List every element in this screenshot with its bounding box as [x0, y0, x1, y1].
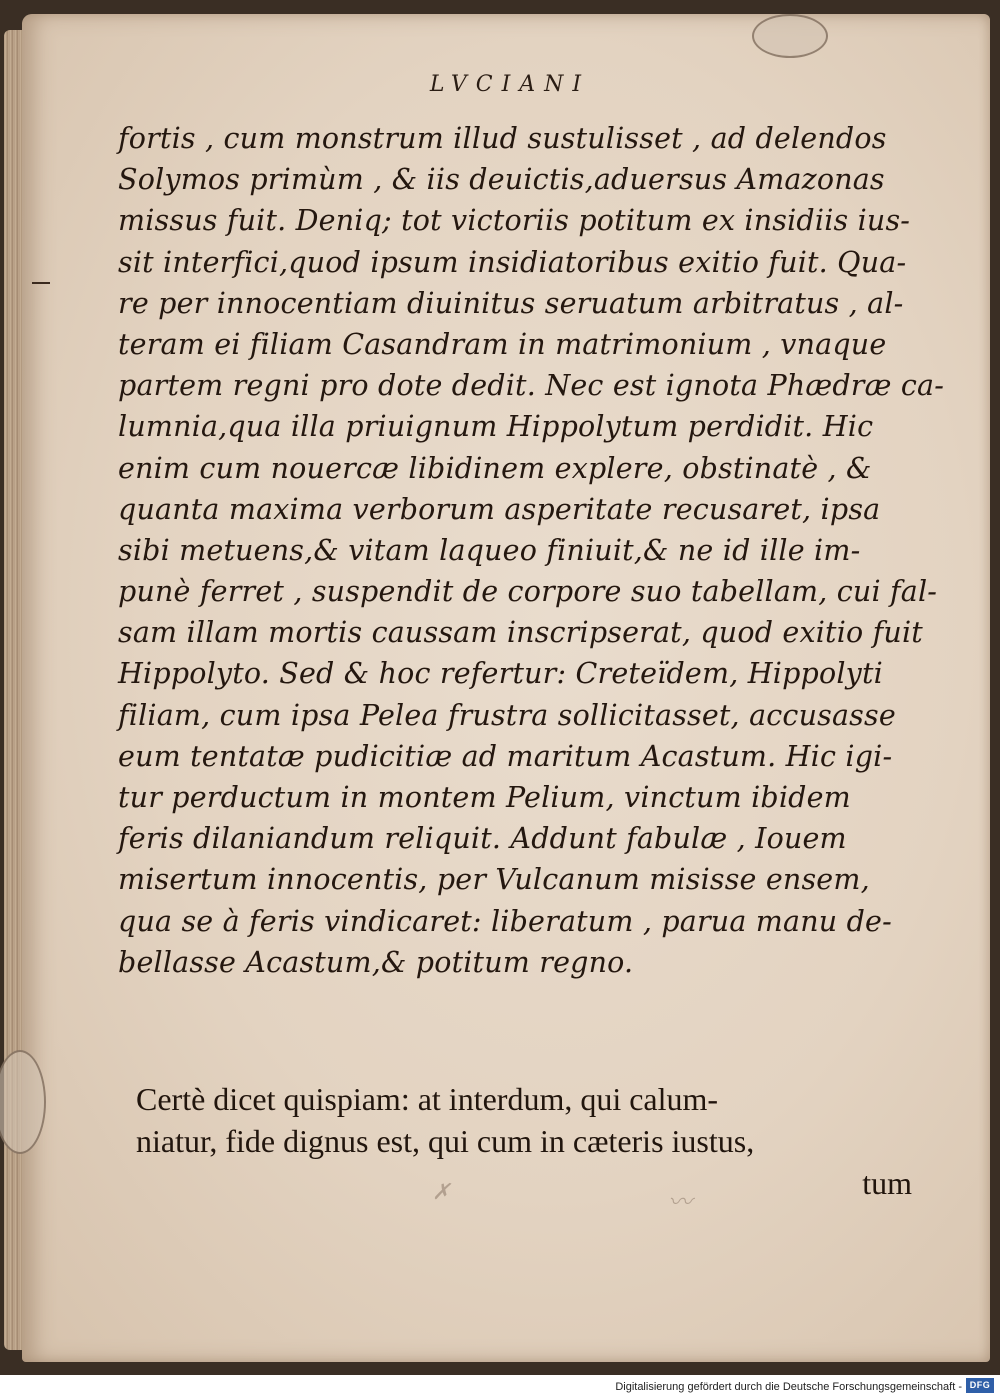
text-line: filiam, cum ipsa Pelea frustra sollicitasset, accusasse — [118, 698, 896, 732]
text-line: missus fuit. Deniq; tot victoriis potitum ex insidiis ius- — [118, 204, 911, 238]
text-line: Hippolyto. Sed & hoc refertur: Creteïdem, Hippolyti — [118, 657, 883, 691]
paper-stain-ring-top — [752, 14, 828, 58]
faint-pencil-mark: ✗ — [432, 1180, 451, 1205]
text-line: Certè dicet quispiam: at interdum, qui calum- — [136, 1081, 719, 1117]
text-line: punè ferret , suspendit de corpore suo tabellam, cui fal- — [118, 575, 938, 609]
text-line: Solymos primùm , & iis deuictis,aduersus Amazonas — [118, 163, 885, 197]
running-title: LVCIANI — [429, 72, 591, 97]
roman-text-block — [136, 1078, 916, 1204]
text-line: qua se à feris vindicaret: liberatum , parua manu de- — [118, 904, 892, 938]
text-line: sibi metuens,& vitam laqueo finiuit,& ne id ille im- — [118, 533, 861, 567]
text-line: sit interfici,quod ipsum insidiatoribus exitio fuit. Qua- — [118, 245, 907, 279]
text-line: re per innocentiam diuinitus seruatum arbitratus , al- — [118, 286, 904, 320]
text-line: feris dilaniandum reliquit. Addunt fabulæ , Iouem — [118, 822, 847, 856]
text-line: fortis , cum monstrum illud sustulisset , ad delendos — [118, 122, 887, 155]
catchword: tum — [862, 1165, 912, 1201]
italic-text-block — [118, 118, 945, 983]
text-line: partem regni pro dote dedit. Nec est ignota Phædræ ca- — [118, 369, 945, 403]
text-line: eum tentatæ pudicitiæ ad maritum Acastum. Hic igi- — [118, 739, 893, 773]
text-line: bellasse Acastum,& potitum regno. — [118, 945, 634, 979]
text-line: sam illam mortis caussam inscripserat, quod exitio fuit — [118, 616, 923, 650]
text-line: lumnia,qua illa priuignum Hippolytum perdidit. Hic — [118, 410, 874, 444]
faint-pencil-scribble: 〰 — [668, 1188, 692, 1216]
dfg-logo: DFG — [966, 1378, 994, 1393]
text-line: tur perductum in montem Pelium, vinctum ibidem — [118, 781, 851, 814]
text-line: misertum innocentis, per Vulcanum misisse ensem, — [118, 863, 870, 897]
text-line: teram ei filiam Casandram in matrimonium , vnaque — [118, 327, 887, 361]
digitization-credit: Digitalisierung gefördert durch die Deutsche Forschungsgemeinschaft - — [615, 1381, 962, 1393]
margin-mark — [32, 282, 50, 284]
text-line: enim cum nouercæ libidinem explere, obstinatè , & — [118, 451, 872, 485]
text-line: niatur, fide dignus est, qui cum in cæteris iustus, — [136, 1123, 755, 1159]
text-line: quanta maxima verborum asperitate recusaret, ipsa — [118, 492, 881, 526]
